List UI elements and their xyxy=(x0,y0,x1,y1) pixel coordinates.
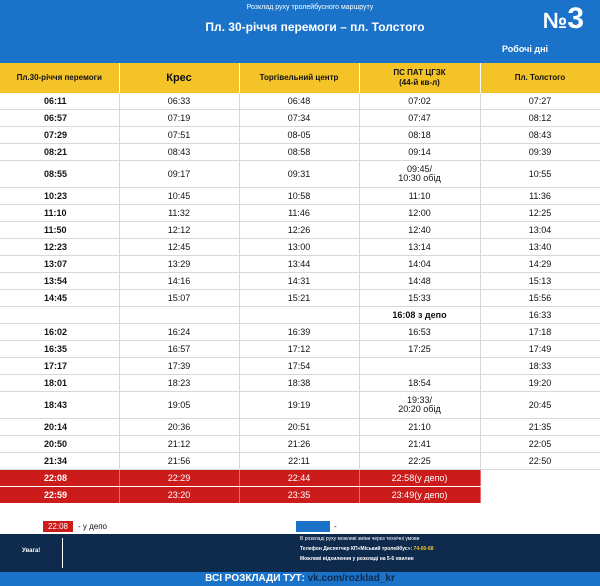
schedule-row xyxy=(0,188,600,205)
schedule-row xyxy=(0,290,600,307)
schedule-cell: 08:18 xyxy=(359,127,480,144)
schedule-subtitle: Розклад руху тролейбусного маршруту xyxy=(246,4,374,11)
schedule-cell: 08:58 xyxy=(239,144,359,161)
schedule-cell: 16:35 xyxy=(0,341,119,358)
schedule-row xyxy=(0,375,600,392)
schedule-cell: 18:38 xyxy=(239,375,359,392)
schedule-cell: 19:19 xyxy=(239,392,359,419)
schedule-cell: 16:24 xyxy=(119,324,239,341)
schedule-row xyxy=(0,273,600,290)
footer-label: ВСІ РОЗКЛАДИ ТУТ: xyxy=(205,573,305,584)
schedule-cell: 11:10 xyxy=(359,188,480,205)
schedule-cell: 12:12 xyxy=(119,222,239,239)
schedule-cell: 09:45/ 10:30 обід xyxy=(359,161,480,188)
dispatcher-phone-line xyxy=(300,546,434,552)
schedule-row xyxy=(0,392,600,419)
schedule-cell: 12:26 xyxy=(239,222,359,239)
schedule-cell: 18:54 xyxy=(359,375,480,392)
info-notice: В розкладі руху можливі зміни через технічні умови xyxy=(300,536,420,542)
schedule-cell: 13:29 xyxy=(119,256,239,273)
schedule-cell xyxy=(0,307,119,324)
schedule-cell: 15:56 xyxy=(480,290,600,307)
schedule-cell: 21:41 xyxy=(359,436,480,453)
schedule-cell: 10:55 xyxy=(480,161,600,188)
schedule-cell: 13:14 xyxy=(359,239,480,256)
schedule-row xyxy=(0,470,600,487)
schedule-cell: 12:00 xyxy=(359,205,480,222)
schedule-cell: 20:45 xyxy=(480,392,600,419)
schedule-row xyxy=(0,436,600,453)
schedule-cell: 22:05 xyxy=(480,436,600,453)
schedule-cell: 23:35 xyxy=(239,487,359,504)
schedule-cell: 21:34 xyxy=(0,453,119,470)
schedule-cell: 09:31 xyxy=(239,161,359,188)
schedule-row xyxy=(0,358,600,375)
schedule-cell: 19:33/ 20:20 обід xyxy=(359,392,480,419)
footer-bar xyxy=(0,572,600,586)
schedule-cell: 17:18 xyxy=(480,324,600,341)
column-header-row xyxy=(0,63,600,93)
schedule-cell: 18:01 xyxy=(0,375,119,392)
schedule-row xyxy=(0,110,600,127)
schedule-cell: 16:33 xyxy=(480,307,600,324)
schedule-cell: 08:55 xyxy=(0,161,119,188)
schedule-cell: 21:26 xyxy=(239,436,359,453)
route-title: Пл. 30-річчя перемоги – пл. Толстого xyxy=(205,20,425,34)
schedule-cell xyxy=(359,358,480,375)
schedule-cell: 17:25 xyxy=(359,341,480,358)
schedule-cell: 19:20 xyxy=(480,375,600,392)
schedule-row xyxy=(0,144,600,161)
schedule-cell: 16:08 з депо xyxy=(359,307,480,324)
schedule-cell: 09:14 xyxy=(359,144,480,161)
schedule-row xyxy=(0,324,600,341)
schedule-row xyxy=(0,419,600,436)
schedule-cell: 06:57 xyxy=(0,110,119,127)
schedule-cell xyxy=(119,307,239,324)
schedule-cell: 10:23 xyxy=(0,188,119,205)
schedule-cell: 21:10 xyxy=(359,419,480,436)
schedule-cell: 07:27 xyxy=(480,93,600,110)
legend-blue-swatch xyxy=(296,521,330,532)
schedule-cell: 22:44 xyxy=(239,470,359,487)
column-header: Пл. Толстого xyxy=(480,63,600,93)
schedule-cell: 23:20 xyxy=(119,487,239,504)
schedule-cell: 23:49(у депо) xyxy=(359,487,480,504)
schedule-cell: 16:39 xyxy=(239,324,359,341)
column-header: Торгівельний центр xyxy=(239,63,359,93)
dispatcher-phone: 74-00-68 xyxy=(413,546,434,552)
schedule-cell: 10:58 xyxy=(239,188,359,205)
schedule-row xyxy=(0,256,600,273)
route-number-value: 3 xyxy=(567,2,584,35)
schedule-cell: 17:54 xyxy=(239,358,359,375)
schedule-row xyxy=(0,127,600,144)
schedule-cell: 09:39 xyxy=(480,144,600,161)
schedule-cell xyxy=(480,470,600,487)
schedule-row xyxy=(0,93,600,110)
schedule-row xyxy=(0,161,600,188)
schedule-cell: 15:33 xyxy=(359,290,480,307)
schedule-table xyxy=(0,63,600,504)
schedule-cell: 06:11 xyxy=(0,93,119,110)
schedule-cell: 13:00 xyxy=(239,239,359,256)
day-type-label: Робочі дні xyxy=(502,44,548,54)
schedule-row xyxy=(0,341,600,358)
schedule-cell: 11:50 xyxy=(0,222,119,239)
schedule-cell: 11:36 xyxy=(480,188,600,205)
schedule-cell: 14:31 xyxy=(239,273,359,290)
column-header: Крес xyxy=(119,63,239,93)
schedule-row xyxy=(0,205,600,222)
schedule-cell: 20:36 xyxy=(119,419,239,436)
schedule-row xyxy=(0,453,600,470)
info-panel xyxy=(0,534,600,572)
schedule-cell: 07:34 xyxy=(239,110,359,127)
legend-depot-text: - у депо xyxy=(78,522,108,531)
schedule-cell: 17:12 xyxy=(239,341,359,358)
schedule-cell: 14:16 xyxy=(119,273,239,290)
schedule-cell: 21:12 xyxy=(119,436,239,453)
schedule-cell: 17:39 xyxy=(119,358,239,375)
deviation-notice: Можливі відхилення у розкладі на 5-6 хвилин xyxy=(300,556,414,562)
schedule-cell: 22:25 xyxy=(359,453,480,470)
schedule-cell: 13:40 xyxy=(480,239,600,256)
schedule-cell: 17:49 xyxy=(480,341,600,358)
schedule-cell: 08:21 xyxy=(0,144,119,161)
schedule-cell: 18:43 xyxy=(0,392,119,419)
schedule-cell: 14:29 xyxy=(480,256,600,273)
schedule-cell: 07:51 xyxy=(119,127,239,144)
schedule-cell: 13:07 xyxy=(0,256,119,273)
schedule-cell: 11:32 xyxy=(119,205,239,222)
schedule-row xyxy=(0,307,600,324)
column-header-text: ПС ПАТ ЦГЗК (44-й кв-л) xyxy=(393,68,446,87)
schedule-cell: 16:53 xyxy=(359,324,480,341)
schedule-cell: 08:12 xyxy=(480,110,600,127)
schedule-cell: 15:07 xyxy=(119,290,239,307)
dispatcher-label: Телефон Диспетчер КП«Міський тролейбус»: xyxy=(300,546,413,552)
schedule-cell: 21:56 xyxy=(119,453,239,470)
schedule-cell: 11:46 xyxy=(239,205,359,222)
schedule-cell: 07:29 xyxy=(0,127,119,144)
schedule-cell: 07:47 xyxy=(359,110,480,127)
schedule-cell: 15:21 xyxy=(239,290,359,307)
schedule-cell: 20:50 xyxy=(0,436,119,453)
number-symbol: № xyxy=(542,8,568,33)
header-bar xyxy=(0,0,600,63)
schedule-cell: 13:44 xyxy=(239,256,359,273)
column-header: Пл.30-річчя перемоги xyxy=(0,63,119,93)
schedule-cell: 14:48 xyxy=(359,273,480,290)
column-header xyxy=(359,63,480,93)
info-divider xyxy=(62,538,63,568)
schedule-cell: 09:17 xyxy=(119,161,239,188)
schedule-cell: 12:40 xyxy=(359,222,480,239)
schedule-cell: 22:29 xyxy=(119,470,239,487)
schedule-cell: 22:58(у депо) xyxy=(359,470,480,487)
schedule-cell: 07:19 xyxy=(119,110,239,127)
schedule-cell xyxy=(239,307,359,324)
schedule-cell: 12:25 xyxy=(480,205,600,222)
schedule-cell: 21:35 xyxy=(480,419,600,436)
route-number xyxy=(543,2,584,36)
schedule-cell: 13:04 xyxy=(480,222,600,239)
schedule-cell xyxy=(480,487,600,504)
schedule-cell: 06:48 xyxy=(239,93,359,110)
schedule-cell: 11:10 xyxy=(0,205,119,222)
schedule-cell: 19:05 xyxy=(119,392,239,419)
schedule-cell: 16:57 xyxy=(119,341,239,358)
footer-link[interactable]: vk.com/rozklad_kr xyxy=(307,573,395,584)
schedule-cell: 22:08 xyxy=(0,470,119,487)
schedule-row xyxy=(0,239,600,256)
schedule-row xyxy=(0,487,600,504)
legend xyxy=(0,519,600,533)
schedule-cell: 22:11 xyxy=(239,453,359,470)
schedule-cell: 12:45 xyxy=(119,239,239,256)
schedule-cell: 18:33 xyxy=(480,358,600,375)
schedule-cell: 16:02 xyxy=(0,324,119,341)
schedule-cell: 08-05 xyxy=(239,127,359,144)
schedule-cell: 22:50 xyxy=(480,453,600,470)
schedule-cell: 10:45 xyxy=(119,188,239,205)
schedule-cell: 08:43 xyxy=(480,127,600,144)
schedule-cell: 13:54 xyxy=(0,273,119,290)
schedule-cell: 06:33 xyxy=(119,93,239,110)
schedule-row xyxy=(0,222,600,239)
schedule-cell: 08:43 xyxy=(119,144,239,161)
schedule-cell: 17:17 xyxy=(0,358,119,375)
schedule-cell: 07:02 xyxy=(359,93,480,110)
schedule-cell: 20:51 xyxy=(239,419,359,436)
legend-blue-text: - xyxy=(334,522,337,531)
schedule-cell: 22:59 xyxy=(0,487,119,504)
schedule-cell: 14:04 xyxy=(359,256,480,273)
schedule-cell: 15:13 xyxy=(480,273,600,290)
schedule-cell: 20:14 xyxy=(0,419,119,436)
legend-depot-swatch: 22:08 xyxy=(43,521,73,532)
schedule-cell: 14:45 xyxy=(0,290,119,307)
schedule-cell: 12:23 xyxy=(0,239,119,256)
warning-label: Увага! xyxy=(22,548,41,554)
schedule-cell: 18:23 xyxy=(119,375,239,392)
